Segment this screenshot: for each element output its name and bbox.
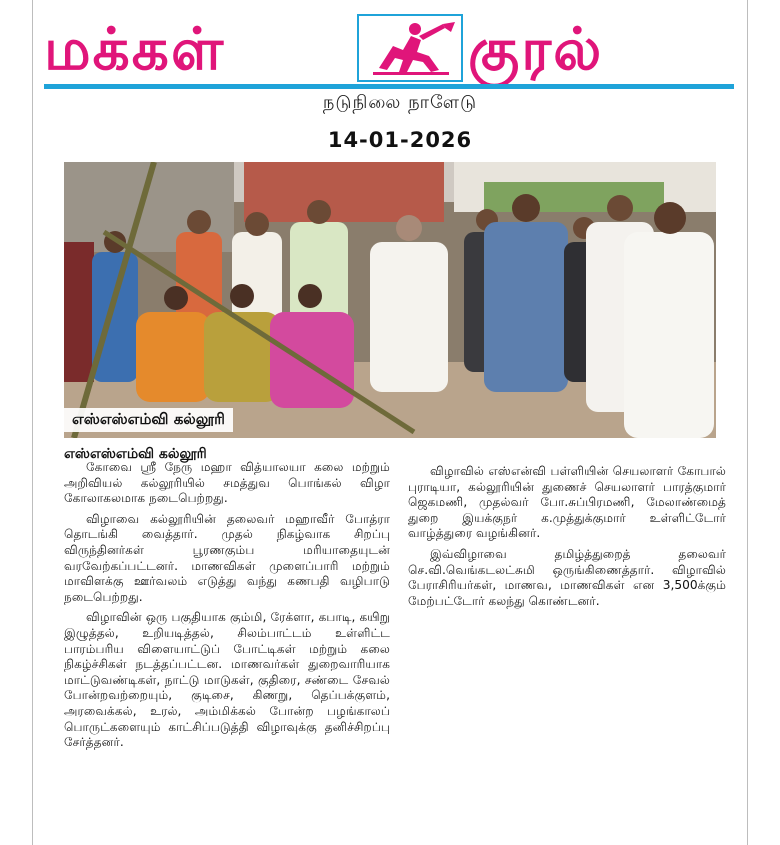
article-paragraph: விழாவில் எஸ்என்வி பள்ளியின் செயலாளர் கோபால் புராடியா, கல்லூரியின் துணைச் செயலாளர் பாரத்குமார் ஜெகமணி, முதல்வர் போ.சுப்பிரமணி, மேலாண்மைத் துறை இயக்குநர் க.முத்துக்குமார் உள்ளிட்டோர் வாழ்த்துரை வழங்கினர்.: [408, 464, 726, 541]
masthead-name-left: மக்கள்: [44, 15, 226, 83]
article-paragraph: கோவை ஸ்ரீ நேரு மஹா வித்யாலயா கலை மற்றும் அறிவியல் கல்லூரியில் சமத்துவ பொங்கல் விழா கோலாகலமாக நடைபெற்றது.: [64, 460, 390, 506]
masthead-tagline: நடுநிலை நாளேடு: [322, 92, 478, 113]
article-column-left: [64, 460, 390, 756]
masthead-underline: [44, 84, 734, 89]
event-photo: [64, 162, 716, 438]
article-column-right: [408, 464, 726, 614]
masthead-emblem-logo: [357, 14, 463, 82]
masthead-name-right: குரல்: [468, 15, 604, 83]
article-heading: எஸ்எஸ்எம்வி கல்லூரி: [64, 446, 207, 462]
article-paragraph: விழாவின் ஒரு பகுதியாக கும்மி, ரேக்ளா, கபாடி, கயிறு இழுத்தல், உறியடித்தல், சிலம்பாட்டம் உள்ளிட்ட பாரம்பரிய விளையாட்டுப் போட்டிகள் மற்றும் கலை நிகழ்ச்சிகள் நடத்தப்பட்டன. மாணவர்கள் துறைவாரியாக மாட்டுவண்டிகள், நாட்டு மாடுகள், குதிரை, சண்டை சேவல் போன்றவற்றையும், குடிசை, கிணறு, தெப்பக்குளம், அரவைக்கல், உரல், அம்மிக்கல் போன்ற பழங்காலப் பொருட்களையும் காட்சிப்படுத்தி விழாவுக்கு தனிச்சிறப்பு சேர்த்தனர்.: [64, 610, 390, 750]
photo-caption: எஸ்எஸ்எம்வி கல்லூரி: [64, 408, 233, 432]
article-paragraph: இவ்விழாவை தமிழ்த்துறைத் தலைவர் செ.வி.வெங்கடலட்சுமி ஒருங்கிணைத்தார். விழாவில் பேராசிரியர்கள், மாணவ, மாணவிகள் என 3,500க்கும் மேற்பட்டோர் கலந்து கொண்டனர்.: [408, 546, 726, 608]
article-paragraph: விழாவை கல்லூரியின் தலைவர் மஹாவீர் போத்ரா தொடங்கி வைத்தார். முதல் நிகழ்வாக சிறப்பு விருந்தினர்கள் பூரணகும்ப மரியாதையுடன் வரவேற்கப்பட்டனர். மாணவிகள் முளைப்பாரி மற்றும் மாவிளக்கு ஊர்வலம் எடுத்து வந்து கணபதி வழிபாடு நடைபெற்றது.: [64, 511, 390, 604]
issue-date: 14-01-2026: [327, 128, 473, 152]
